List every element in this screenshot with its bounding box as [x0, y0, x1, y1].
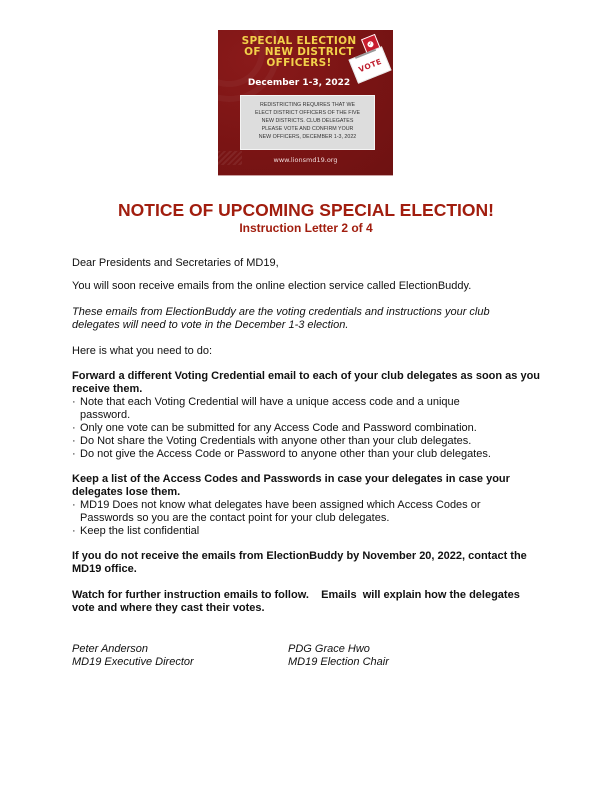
bullet-icon: ·	[72, 499, 76, 511]
page-subtitle: Instruction Letter 2 of 4	[239, 221, 373, 235]
section2-heading-line: Keep a list of the Access Codes and Passwords in case your delegates in case your	[72, 473, 510, 485]
signature-title: MD19 Executive Director	[72, 656, 194, 668]
bullet-icon: ·	[72, 422, 76, 434]
followup-line: vote and where they cast their votes.	[72, 602, 265, 614]
signature-title: MD19 Election Chair	[288, 656, 389, 668]
intro-paragraph: You will soon receive emails from the online election service called ElectionBuddy.	[72, 280, 472, 292]
signature-name: Peter Anderson	[72, 643, 149, 655]
list-item-text: Do not give the Access Code or Password to anyone other than your club delegates.	[80, 448, 491, 460]
list-item-text: Do Not share the Voting Credentials with anyone other than your club delegates.	[80, 435, 472, 447]
italic-note-line: These emails from ElectionBuddy are the voting credentials and instructions your club	[72, 306, 490, 318]
bullet-icon: ·	[72, 448, 76, 460]
list-item-continuation: password.	[80, 409, 131, 421]
section2-heading-line: delegates lose them.	[72, 486, 181, 498]
list-item	[72, 525, 199, 538]
banner-box-line: ELECT DISTRICT OFFICERS OF THE FIVE	[254, 110, 361, 116]
list-item	[72, 396, 460, 409]
list-item	[72, 499, 481, 512]
checkmark-icon: ✓	[367, 40, 374, 48]
list-item	[72, 435, 471, 448]
banner-box-line: NEW OFFICERS, DECEMBER 1-3, 2022	[258, 134, 357, 140]
section1-heading-line: receive them.	[72, 383, 143, 395]
list-item	[72, 422, 477, 435]
list-item-continuation: Passwords so you are the contact point for your club delegates.	[80, 512, 390, 524]
banner-date: December 1-3, 2022	[247, 78, 351, 88]
page-title: NOTICE OF UPCOMING SPECIAL ELECTION!	[118, 200, 494, 220]
lead-in: Here is what you need to do:	[72, 345, 213, 357]
bullet-icon: ·	[72, 435, 76, 447]
deadline-line: MD19 office.	[72, 563, 137, 575]
banner-url: www.lionsmd19.org	[273, 156, 338, 164]
followup-line: Watch for further instruction emails to follow. Emails will explain how the delegates	[72, 589, 520, 601]
banner-title-line: SPECIAL ELECTION	[241, 35, 357, 47]
bullet-icon: ·	[72, 396, 76, 408]
section1-heading-line: Forward a different Voting Credential email to each of your club delegates as soon as you	[72, 370, 541, 382]
banner-title-line: OFFICERS!	[266, 57, 332, 69]
list-item-text: Only one vote can be submitted for any Access Code and Password combination.	[80, 422, 477, 434]
italic-note-line: delegates will need to vote in the December 1-3 election.	[72, 319, 349, 331]
deadline-line: If you do not receive the emails from ElectionBuddy by November 20, 2022, contact the	[72, 550, 527, 562]
list-item	[72, 448, 491, 461]
signature-name: PDG Grace Hwo	[288, 643, 370, 655]
list-item-text: MD19 Does not know what delegates have been assigned which Access Codes or	[80, 499, 481, 511]
banner-box-line: NEW DISTRICTS. CLUB DELEGATES	[261, 118, 354, 124]
list-item-text: Note that each Voting Credential will have a unique access code and a unique	[80, 396, 460, 408]
banner-title	[234, 36, 364, 69]
list-item-text: Keep the list confidential	[80, 525, 200, 537]
election-banner-image	[218, 30, 393, 175]
banner-box-line: PLEASE VOTE AND CONFIRM YOUR	[261, 126, 354, 132]
vote-label: VOTE	[357, 56, 384, 75]
banner-title-line: OF NEW DISTRICT	[244, 46, 354, 58]
bullet-icon: ·	[72, 525, 76, 537]
banner-info-box	[240, 95, 375, 150]
banner-box-line: REDISTRICTING REQUIRES THAT WE	[259, 102, 356, 108]
greeting: Dear Presidents and Secretaries of MD19,	[72, 257, 279, 269]
